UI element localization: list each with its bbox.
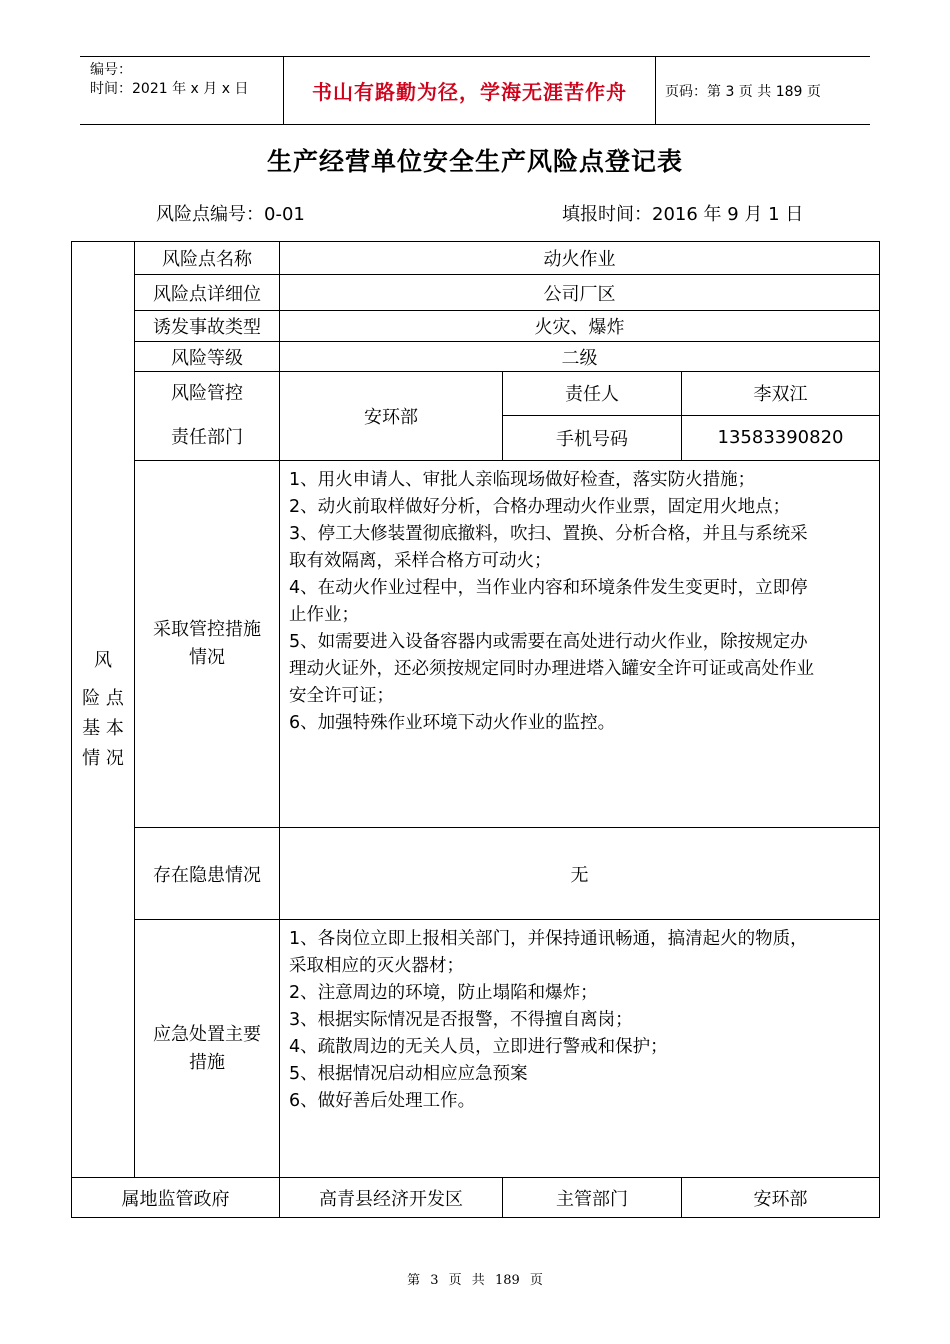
risk-name-value: 动火作业 (280, 242, 880, 275)
side-label-line: 风 (94, 649, 112, 671)
risk-point-code: 风险点编号：0-01 (156, 204, 305, 225)
control-measures-text (280, 461, 880, 828)
table-row (72, 311, 880, 342)
header-page-info: 页码：第 3 页 共 189 页 (665, 83, 821, 100)
table-row (72, 275, 880, 311)
list-item: 1、各岗位立即上报相关部门，并保持通讯畅通，搞清起火的物质， (289, 929, 808, 949)
phone-label: 手机号码 (503, 415, 682, 460)
hazard-value: 无 (280, 828, 880, 920)
side-label-line: 险 点 (82, 687, 124, 709)
table-row (72, 461, 880, 828)
person-in-charge-label: 责任人 (503, 372, 682, 416)
authority-value: 安环部 (682, 1178, 880, 1218)
control-dept-label (135, 372, 280, 461)
header-motto: 书山有路勤为径，学海无涯苦作舟 (283, 57, 656, 124)
local-government-value: 高青县经济开发区 (280, 1178, 503, 1218)
table-row (72, 372, 880, 416)
emergency-measures-label-line: 应急处置主要 (153, 1023, 261, 1045)
authority-label: 主管部门 (503, 1178, 682, 1218)
list-item: 4、疏散周边的无关人员，立即进行警戒和保护； (289, 1037, 668, 1057)
person-in-charge-value: 李双江 (682, 372, 880, 416)
side-label-line: 情 况 (82, 747, 124, 769)
list-item: 止作业； (289, 605, 359, 625)
footer-total-pages: 189 (494, 1273, 520, 1288)
hazard-label: 存在隐患情况 (135, 828, 280, 920)
list-item: 3、停工大修装置彻底撤料，吹扫、置换、分析合格，并且与系统采 (289, 524, 808, 544)
header-left (90, 61, 248, 99)
footer-text: 页 (529, 1273, 543, 1288)
list-item: 取有效隔离，采样合格方可动火； (289, 551, 552, 571)
risk-register-table (71, 241, 880, 1218)
footer-text: 页 (448, 1273, 462, 1288)
document-time-label: 时间：2021 年 x 月 x 日 (90, 81, 249, 97)
accident-type-value: 火灾、爆炸 (280, 311, 880, 342)
list-item: 安全许可证； (289, 686, 394, 706)
risk-level-value: 二级 (280, 342, 880, 372)
control-measures-label-line: 情况 (189, 647, 225, 668)
list-item: 6、做好善后处理工作。 (289, 1091, 476, 1111)
table-row (72, 828, 880, 920)
page-title: 生产经营单位安全生产风险点登记表 (266, 147, 683, 176)
list-item: 5、根据情况启动相应应急预案 (289, 1064, 528, 1084)
list-item: 3、根据实际情况是否报警，不得擅自离岗； (289, 1010, 633, 1030)
list-item: 4、在动火作业过程中，当作业内容和环境条件发生变更时，立即停 (289, 578, 808, 598)
risk-name-label: 风险点名称 (135, 242, 280, 275)
footer-text: 共 (471, 1273, 485, 1288)
control-dept-label-line: 风险管控 (171, 383, 243, 404)
accident-type-label: 诱发事故类型 (135, 311, 280, 342)
page-header (80, 56, 870, 125)
emergency-measures-label-line: 措施 (189, 1051, 225, 1073)
emergency-measures-text (280, 920, 880, 1178)
fill-time: 填报时间：2016 年 9 月 1 日 (562, 204, 804, 225)
list-item: 2、动火前取样做好分析，合格办理动火作业票，固定用火地点； (289, 497, 791, 517)
table-row (72, 920, 880, 1178)
document-number-label: 编号： (90, 62, 132, 78)
list-item: 1、用火申请人、审批人亲临现场做好检查，落实防火措施； (289, 470, 756, 490)
footer-page-number: 3 (430, 1273, 439, 1288)
emergency-measures-label (135, 920, 280, 1178)
list-item: 采取相应的灭火器材； (289, 956, 464, 976)
control-dept-label-line: 责任部门 (171, 427, 243, 448)
table-row (72, 1178, 880, 1218)
section-side-label (72, 242, 135, 1178)
page-footer (0, 1269, 950, 1288)
local-government-label: 属地监管政府 (72, 1178, 280, 1218)
control-measures-label-line: 采取管控措施 (153, 619, 261, 640)
control-dept-value: 安环部 (280, 372, 503, 461)
risk-level-label: 风险等级 (135, 342, 280, 372)
phone-value: 13583390820 (682, 415, 880, 460)
list-item: 2、注意周边的环境，防止塌陷和爆炸； (289, 983, 598, 1003)
side-label-line: 基 本 (82, 717, 124, 739)
list-item: 理动火证外，还必须按规定同时办理进塔入罐安全许可证或高处作业 (289, 659, 814, 679)
control-measures-label (135, 461, 280, 828)
table-row (72, 242, 880, 275)
table-row (72, 342, 880, 372)
footer-text: 第 (407, 1273, 421, 1288)
list-item: 6、加强特殊作业环境下动火作业的监控。 (289, 713, 616, 733)
risk-location-label: 风险点详细位 (135, 275, 280, 311)
list-item: 5、如需要进入设备容器内或需要在高处进行动火作业，除按规定办 (289, 632, 808, 652)
risk-location-value: 公司厂区 (280, 275, 880, 311)
